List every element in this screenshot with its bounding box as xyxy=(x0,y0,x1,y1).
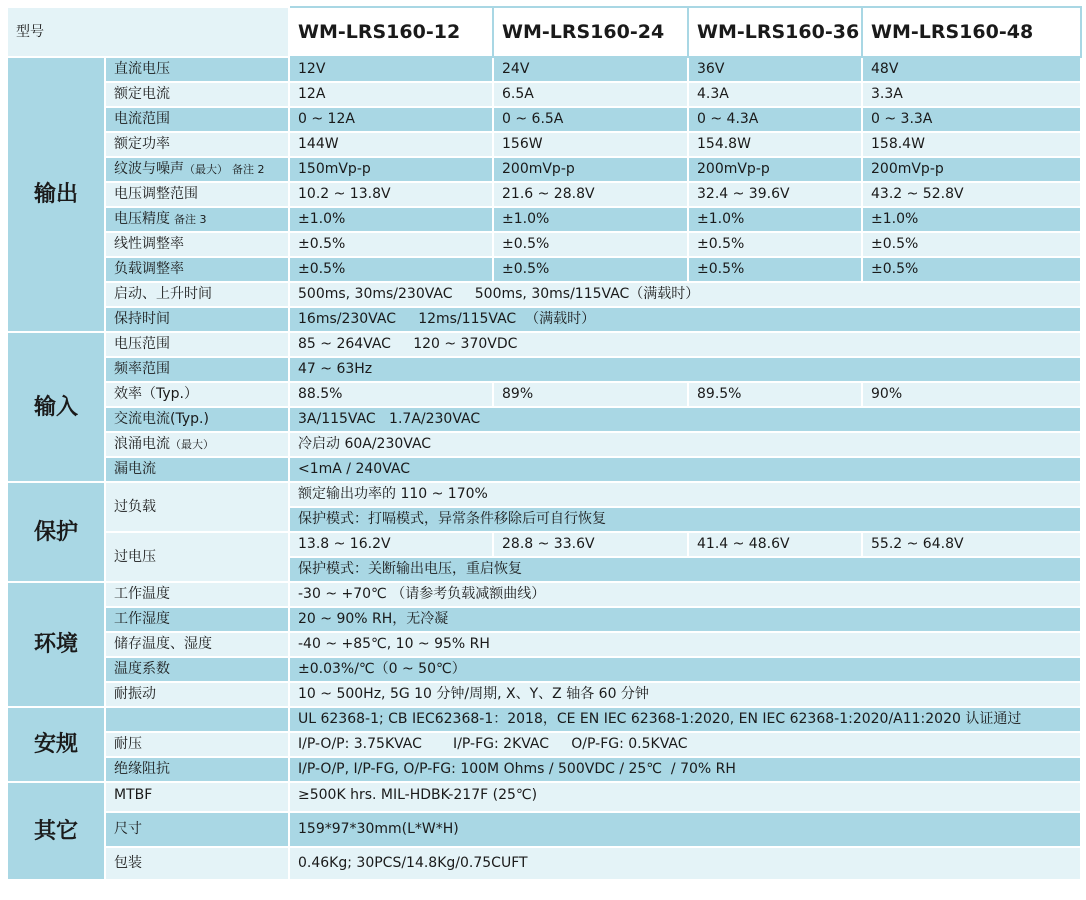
model-label: 型号 xyxy=(7,7,289,57)
param-ac-current: 交流电流(Typ.) xyxy=(105,407,289,432)
row-efficiency xyxy=(7,382,1081,407)
value-cell: 200mVp-p xyxy=(862,157,1081,182)
value-cell: 88.5% xyxy=(289,382,493,407)
value-cell: I/P-O/P: 3.75KVAC I/P-FG: 2KVAC O/P-FG: 0.5KVAC xyxy=(289,732,1081,757)
value-cell: 89% xyxy=(493,382,688,407)
param-voltage-accuracy-note: 备注 3 xyxy=(174,213,207,226)
value-cell: 89.5% xyxy=(688,382,862,407)
value-cell: 21.6 ~ 28.8V xyxy=(493,182,688,207)
value-cell: 额定输出功率的 110 ~ 170% xyxy=(289,482,1081,507)
row-dc-voltage xyxy=(7,57,1081,82)
value-cell: ±1.0% xyxy=(289,207,493,232)
value-cell: 0 ~ 4.3A xyxy=(688,107,862,132)
param-dc-voltage: 直流电压 xyxy=(105,57,289,82)
value-cell: 90% xyxy=(862,382,1081,407)
param-work-temp: 工作温度 xyxy=(105,582,289,607)
value-cell: UL 62368-1; CB IEC62368-1：2018，CE EN IEC 62368-1:2020, EN IEC 62368-1:2020/A11:2020 认证通过 xyxy=(289,707,1081,732)
value-cell: 3A/115VAC 1.7A/230VAC xyxy=(289,407,1081,432)
row-standards xyxy=(7,707,1081,732)
value-cell: 保护模式：关断输出电压，重启恢复 xyxy=(289,557,1081,582)
param-overvoltage: 过电压 xyxy=(105,532,289,582)
category-safety: 安规 xyxy=(7,707,105,782)
value-cell: 200mVp-p xyxy=(493,157,688,182)
param-inrush-small: （最大） xyxy=(170,438,214,451)
value-cell: ±1.0% xyxy=(862,207,1081,232)
value-cell: ±0.5% xyxy=(862,232,1081,257)
value-cell: 36V xyxy=(688,57,862,82)
value-cell: 43.2 ~ 52.8V xyxy=(862,182,1081,207)
row-work-temp xyxy=(7,582,1081,607)
category-protection: 保护 xyxy=(7,482,105,582)
param-dimension: 尺寸 xyxy=(105,812,289,847)
value-cell: I/P-O/P, I/P-FG, O/P-FG: 100M Ohms / 500VDC / 25℃ / 70% RH xyxy=(289,757,1081,782)
param-inrush-label: 浪涌电流 xyxy=(114,436,170,452)
value-cell: ±1.0% xyxy=(493,207,688,232)
spec-table xyxy=(6,6,1082,881)
value-cell: 158.4W xyxy=(862,132,1081,157)
value-cell: 20 ~ 90% RH，无冷凝 xyxy=(289,607,1081,632)
row-work-humidity xyxy=(7,607,1081,632)
param-ripple-small: （最大） xyxy=(184,163,228,176)
value-cell: ±0.5% xyxy=(493,232,688,257)
row-mtbf xyxy=(7,782,1081,812)
param-leakage: 漏电流 xyxy=(105,457,289,482)
row-temp-coef xyxy=(7,657,1081,682)
value-cell: 13.8 ~ 16.2V xyxy=(289,532,493,557)
value-cell: 12A xyxy=(289,82,493,107)
header-row xyxy=(7,7,1081,57)
value-cell: <1mA / 240VAC xyxy=(289,457,1081,482)
param-inrush xyxy=(105,432,289,457)
row-voltage-adj xyxy=(7,182,1081,207)
category-input: 输入 xyxy=(7,332,105,482)
param-ripple xyxy=(105,157,289,182)
value-cell: 32.4 ~ 39.6V xyxy=(688,182,862,207)
param-voltage-accuracy xyxy=(105,207,289,232)
row-freq-range xyxy=(7,357,1081,382)
row-current-range xyxy=(7,107,1081,132)
row-overload-1 xyxy=(7,482,1081,507)
value-cell: 10.2 ~ 13.8V xyxy=(289,182,493,207)
param-rated-power: 额定功率 xyxy=(105,132,289,157)
param-vibration: 耐振动 xyxy=(105,682,289,707)
value-cell: ±0.5% xyxy=(688,257,862,282)
row-voltage-accuracy xyxy=(7,207,1081,232)
row-dimension xyxy=(7,812,1081,847)
param-ripple-label: 纹波与噪声 xyxy=(114,161,184,177)
value-cell: -40 ~ +85℃, 10 ~ 95% RH xyxy=(289,632,1081,657)
value-cell: 156W xyxy=(493,132,688,157)
value-cell: 0 ~ 12A xyxy=(289,107,493,132)
param-overload: 过负载 xyxy=(105,482,289,532)
param-ripple-note: 备注 2 xyxy=(232,163,265,176)
value-cell: ≥500K hrs. MIL-HDBK-217F (25℃) xyxy=(289,782,1081,812)
row-packing xyxy=(7,847,1081,880)
param-isolation: 绝缘阻抗 xyxy=(105,757,289,782)
value-cell: 3.3A xyxy=(862,82,1081,107)
model-header-12: WM-LRS160-12 xyxy=(289,7,493,57)
category-environment: 环境 xyxy=(7,582,105,707)
row-isolation xyxy=(7,757,1081,782)
value-cell: 150mVp-p xyxy=(289,157,493,182)
value-cell: ±0.5% xyxy=(862,257,1081,282)
model-header-36: WM-LRS160-36 xyxy=(688,7,862,57)
param-standards xyxy=(105,707,289,732)
row-hold-time xyxy=(7,307,1081,332)
param-line-regulation: 线性调整率 xyxy=(105,232,289,257)
value-cell: 16ms/230VAC 12ms/115VAC （满载时） xyxy=(289,307,1081,332)
value-cell: ±0.5% xyxy=(289,232,493,257)
value-cell: 47 ~ 63Hz xyxy=(289,357,1081,382)
value-cell: 144W xyxy=(289,132,493,157)
value-cell: ±0.03%/℃（0 ~ 50℃） xyxy=(289,657,1081,682)
model-header-48: WM-LRS160-48 xyxy=(862,7,1081,57)
row-ac-current xyxy=(7,407,1081,432)
value-cell: 159*97*30mm(L*W*H) xyxy=(289,812,1081,847)
value-cell: 保护模式：打嗝模式，异常条件移除后可自行恢复 xyxy=(289,507,1081,532)
value-cell: 0.46Kg; 30PCS/14.8Kg/0.75CUFT xyxy=(289,847,1081,880)
param-current-range: 电流范围 xyxy=(105,107,289,132)
param-packing: 包装 xyxy=(105,847,289,880)
value-cell: 10 ~ 500Hz, 5G 10 分钟/周期, X、Y、Z 轴各 60 分钟 xyxy=(289,682,1081,707)
param-freq-range: 频率范围 xyxy=(105,357,289,382)
value-cell: 154.8W xyxy=(688,132,862,157)
category-others: 其它 xyxy=(7,782,105,880)
value-cell: 500ms, 30ms/230VAC 500ms, 30ms/115VAC（满载时） xyxy=(289,282,1081,307)
value-cell: 41.4 ~ 48.6V xyxy=(688,532,862,557)
param-load-regulation: 负载调整率 xyxy=(105,257,289,282)
row-setup-time xyxy=(7,282,1081,307)
param-input-voltage: 电压范围 xyxy=(105,332,289,357)
category-output: 输出 xyxy=(7,57,105,332)
value-cell: ±1.0% xyxy=(688,207,862,232)
param-temp-coef: 温度系数 xyxy=(105,657,289,682)
row-inrush xyxy=(7,432,1081,457)
value-cell: 0 ~ 6.5A xyxy=(493,107,688,132)
param-voltage-accuracy-label: 电压精度 xyxy=(114,211,170,227)
value-cell: 4.3A xyxy=(688,82,862,107)
value-cell: ±0.5% xyxy=(289,257,493,282)
row-overvoltage-1 xyxy=(7,532,1081,557)
param-storage: 储存温度、湿度 xyxy=(105,632,289,657)
value-cell: 12V xyxy=(289,57,493,82)
param-setup-time: 启动、上升时间 xyxy=(105,282,289,307)
model-header-24: WM-LRS160-24 xyxy=(493,7,688,57)
value-cell: ±0.5% xyxy=(688,232,862,257)
row-rated-power xyxy=(7,132,1081,157)
param-withstand: 耐压 xyxy=(105,732,289,757)
value-cell: 24V xyxy=(493,57,688,82)
value-cell: -30 ~ +70℃ （请参考负载减额曲线） xyxy=(289,582,1081,607)
value-cell: 6.5A xyxy=(493,82,688,107)
param-efficiency: 效率（Typ.） xyxy=(105,382,289,407)
row-withstand xyxy=(7,732,1081,757)
row-vibration xyxy=(7,682,1081,707)
param-voltage-adj: 电压调整范围 xyxy=(105,182,289,207)
value-cell: ±0.5% xyxy=(493,257,688,282)
row-leakage xyxy=(7,457,1081,482)
row-load-regulation xyxy=(7,257,1081,282)
row-input-voltage xyxy=(7,332,1081,357)
value-cell: 冷启动 60A/230VAC xyxy=(289,432,1081,457)
row-line-regulation xyxy=(7,232,1081,257)
param-work-humidity: 工作湿度 xyxy=(105,607,289,632)
value-cell: 85 ~ 264VAC 120 ~ 370VDC xyxy=(289,332,1081,357)
value-cell: 200mVp-p xyxy=(688,157,862,182)
row-ripple xyxy=(7,157,1081,182)
param-mtbf: MTBF xyxy=(105,782,289,812)
param-rated-current: 额定电流 xyxy=(105,82,289,107)
value-cell: 48V xyxy=(862,57,1081,82)
value-cell: 55.2 ~ 64.8V xyxy=(862,532,1081,557)
value-cell: 28.8 ~ 33.6V xyxy=(493,532,688,557)
row-rated-current xyxy=(7,82,1081,107)
value-cell: 0 ~ 3.3A xyxy=(862,107,1081,132)
row-storage xyxy=(7,632,1081,657)
param-hold-time: 保持时间 xyxy=(105,307,289,332)
